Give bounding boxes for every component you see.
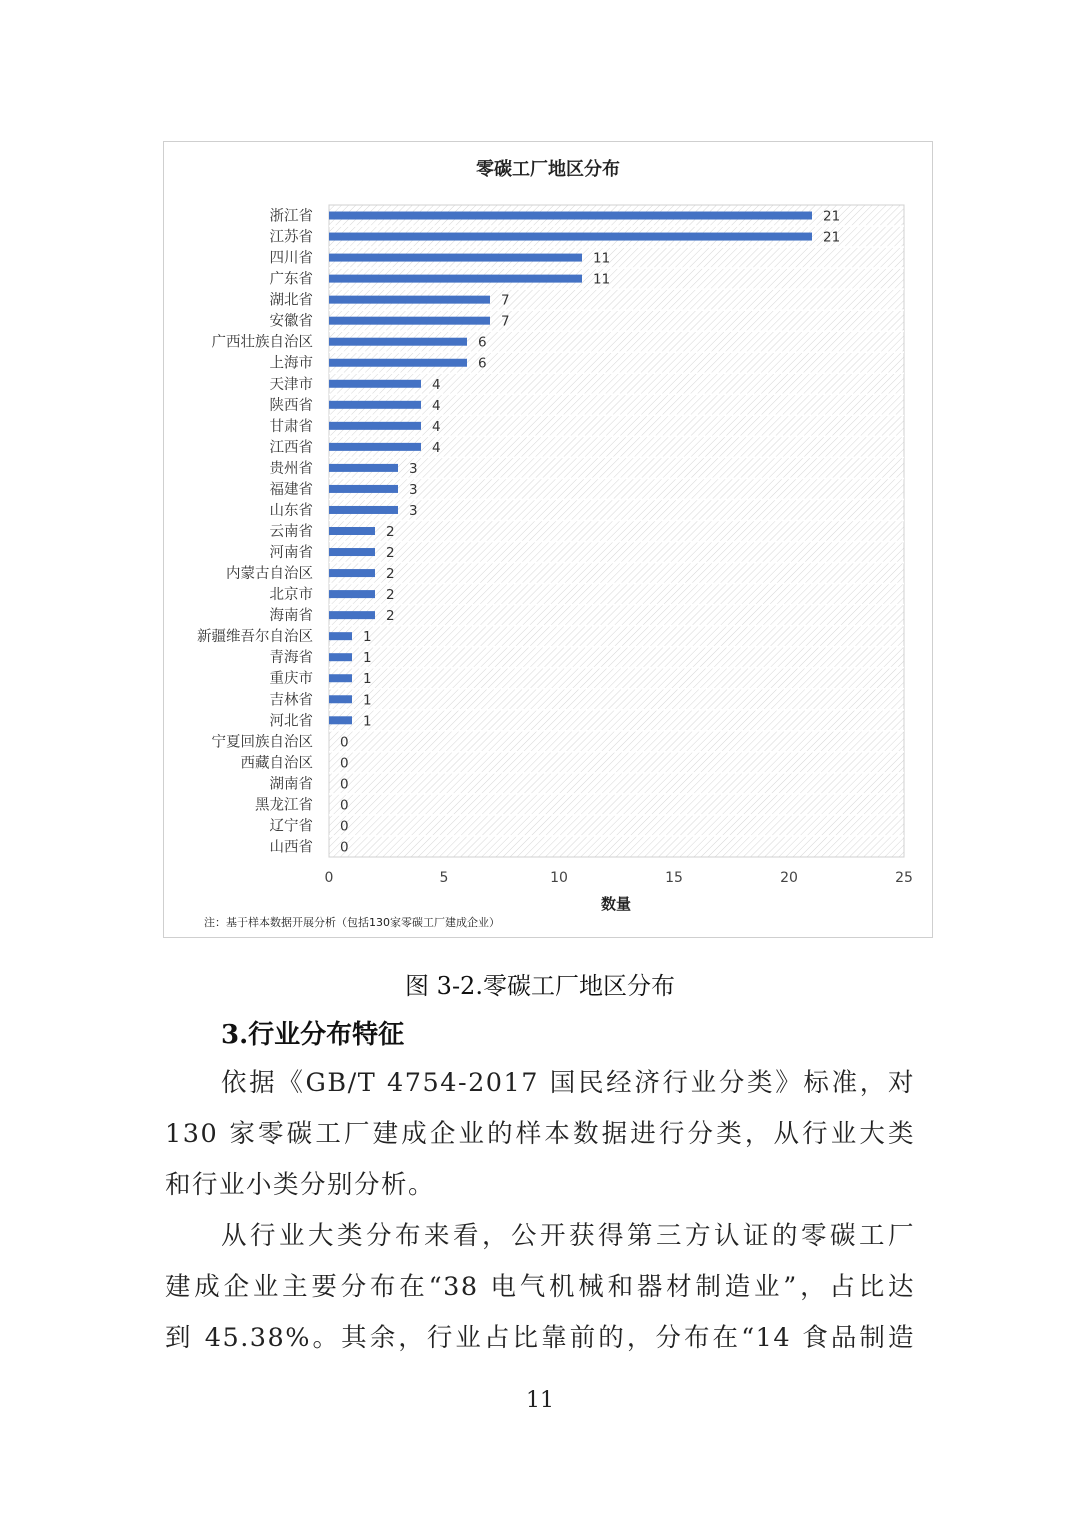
category-label: 湖北省 (269, 292, 313, 309)
data-label: 2 (386, 608, 395, 625)
paragraph-line: 和行业小类分别分析。 (165, 1170, 436, 1200)
paragraph-line: 依据《GB/T 4754-2017 国民经济行业分类》标准，对 (221, 1068, 915, 1098)
data-label: 0 (340, 818, 349, 835)
bar (329, 233, 812, 241)
data-label: 21 (823, 208, 841, 225)
category-label: 山东省 (269, 502, 313, 519)
paragraph-line: 从行业大类分布来看，公开获得第三方认证的零碳工厂 (221, 1221, 915, 1251)
category-label: 海南省 (269, 608, 313, 625)
x-tick-label: 15 (665, 870, 683, 886)
data-label: 0 (340, 755, 349, 772)
category-label: 湖南省 (269, 776, 313, 793)
bar (329, 338, 467, 346)
bar (329, 695, 352, 703)
x-tick-label: 20 (780, 870, 798, 886)
data-label: 0 (340, 797, 349, 814)
bar (329, 401, 421, 409)
data-label: 0 (340, 776, 349, 793)
category-label: 上海市 (269, 355, 313, 372)
data-label: 7 (501, 313, 510, 330)
category-label: 河南省 (269, 545, 313, 562)
bar (329, 275, 582, 283)
section-heading: 3.行业分布特征 (221, 1020, 405, 1050)
category-label: 西藏自治区 (240, 755, 313, 772)
category-label: 云南省 (269, 524, 313, 540)
bar (329, 590, 375, 598)
bar (329, 359, 467, 367)
category-label: 广东省 (269, 271, 313, 288)
data-label: 2 (386, 545, 395, 562)
data-label: 2 (386, 587, 395, 604)
bar (329, 464, 398, 472)
bar (329, 527, 375, 535)
bar (329, 254, 582, 262)
x-tick-label: 5 (439, 870, 449, 886)
paragraph-line: 130 家零碳工厂建成企业的样本数据进行分类，从行业大类 (165, 1119, 915, 1149)
category-label: 内蒙古自治区 (226, 566, 313, 583)
data-label: 1 (363, 671, 372, 688)
category-label: 河北省 (269, 713, 313, 730)
category-label: 浙江省 (269, 208, 313, 225)
chart-title: 零碳工厂地区分布 (476, 159, 620, 180)
bar (329, 422, 421, 430)
category-label: 重庆市 (269, 671, 313, 688)
data-label: 1 (363, 713, 372, 730)
category-label: 宁夏回族自治区 (211, 734, 313, 751)
data-label: 4 (432, 397, 441, 414)
paragraph-1 (165, 1058, 915, 1211)
value-axis (325, 870, 913, 886)
page-number: 11 (526, 1388, 554, 1413)
category-label: 福建省 (269, 481, 313, 498)
category-label: 陕西省 (269, 397, 313, 414)
category-label: 贵州省 (269, 460, 313, 477)
chart-note: 注：基于样本数据开展分析（包括130家零碳工厂建成企业） (204, 916, 500, 929)
x-tick-label: 25 (895, 870, 913, 886)
bar (329, 716, 352, 724)
category-label: 四川省 (269, 250, 313, 267)
data-label: 21 (823, 229, 841, 246)
data-label: 1 (363, 629, 372, 646)
data-label: 3 (409, 502, 418, 519)
category-label: 天津市 (269, 376, 313, 393)
category-label: 广西壮族自治区 (211, 334, 313, 351)
bar (329, 317, 490, 325)
paragraph-line: 建成企业主要分布在“38 电气机械和器材制造业”，占比达 (165, 1272, 915, 1302)
bar (329, 632, 352, 640)
data-label: 1 (363, 692, 372, 709)
data-label: 11 (593, 271, 611, 288)
data-label: 4 (432, 376, 441, 393)
bar (329, 485, 398, 493)
category-axis (197, 208, 313, 856)
bar (329, 548, 375, 556)
bar (329, 296, 490, 304)
bar (329, 506, 398, 514)
category-label: 新疆维吾尔自治区 (197, 629, 313, 646)
category-label: 青海省 (269, 650, 313, 667)
figure-caption: 图 3-2.零碳工厂地区分布 (405, 972, 675, 1000)
data-label: 0 (340, 734, 349, 751)
data-label: 0 (340, 839, 349, 856)
data-label: 1 (363, 650, 372, 667)
category-label: 安徽省 (269, 313, 313, 330)
bar (329, 611, 375, 619)
bar (329, 443, 421, 451)
x-axis-label: 数量 (600, 895, 632, 913)
bar (329, 653, 352, 661)
data-label: 6 (478, 355, 487, 372)
figure-frame (163, 141, 933, 938)
data-label: 6 (478, 334, 487, 351)
paragraph-2 (165, 1211, 915, 1364)
data-label: 3 (409, 481, 418, 498)
x-tick-label: 0 (324, 870, 334, 886)
category-label: 北京市 (269, 587, 313, 604)
category-label: 江西省 (269, 439, 313, 456)
category-label: 甘肃省 (269, 418, 313, 435)
category-label: 吉林省 (269, 692, 313, 709)
bar (329, 569, 375, 577)
paragraph-line: 到 45.38%。其余，行业占比靠前的，分布在“14 食品制造 (165, 1323, 915, 1353)
data-label: 4 (432, 439, 441, 456)
data-label: 2 (386, 524, 395, 540)
data-label: 7 (501, 292, 510, 309)
bar (329, 674, 352, 682)
category-label: 辽宁省 (269, 818, 313, 835)
data-label: 4 (432, 418, 441, 435)
bar-chart (164, 142, 931, 936)
x-tick-label: 10 (550, 870, 568, 886)
category-label: 山西省 (269, 839, 313, 856)
data-label: 11 (593, 250, 611, 267)
bar (329, 212, 812, 220)
category-label: 江苏省 (269, 229, 313, 246)
category-label: 黑龙江省 (255, 797, 313, 814)
data-label: 3 (409, 460, 418, 477)
data-label: 2 (386, 566, 395, 583)
bar (329, 380, 421, 388)
